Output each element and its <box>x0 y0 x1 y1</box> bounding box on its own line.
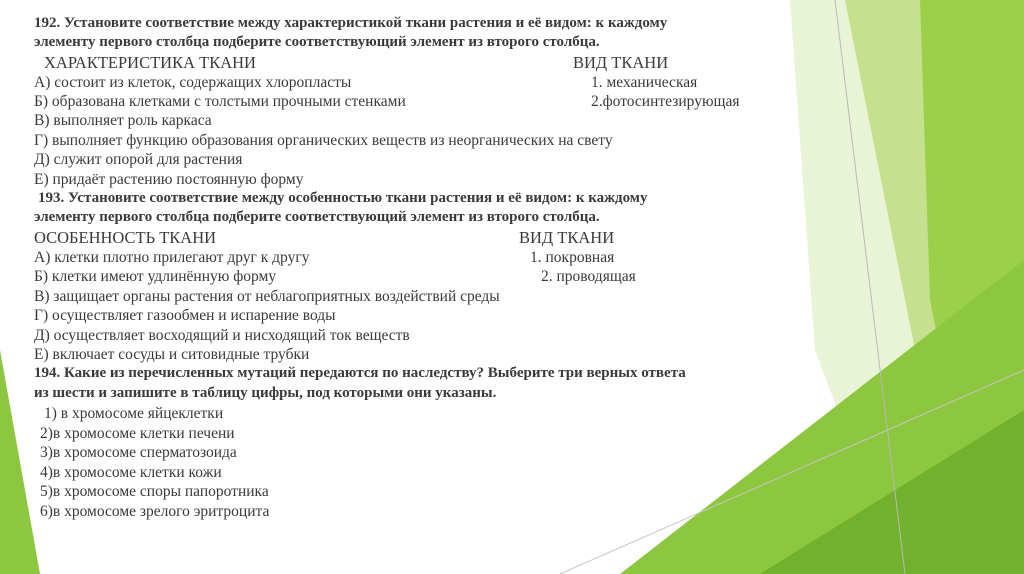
q194-option-1: 1) в хромосоме яйцеклетки <box>44 405 224 422</box>
q192-item-c: В) выполняет роль каркаса <box>34 112 212 129</box>
q194-title-line-2: из шести и запишите в таблицу цифры, под которыми они указаны. <box>34 385 497 401</box>
q192-item-b: Б) образована клетками с толстыми прочными стенками <box>34 93 406 110</box>
q194-option-3: 3)в хромосоме сперматозоида <box>40 444 237 461</box>
q193-item-f: Е) включает сосуды и ситовидные трубки <box>34 346 310 363</box>
q193-option-2: 2. проводящая <box>541 268 636 285</box>
q193-title-line-1: 193. Установите соответствие между особенностью ткани растения и её видом: к каждому <box>38 190 648 206</box>
q194-title-line-1: 194. Какие из перечисленных мутаций передаются по наследству? Выберите три верных ответа <box>34 365 686 381</box>
q192-item-a: А) состоит из клеток, содержащих хлоропласты <box>34 74 352 91</box>
q194-option-2: 2)в хромосоме клетки печени <box>40 425 235 442</box>
q193-column-header-feature: ОСОБЕННОСТЬ ТКАНИ <box>34 228 217 247</box>
q193-item-d: Г) осуществляет газообмен и испарение воды <box>34 307 336 324</box>
q192-title-line-1: 192. Установите соответствие между характеристикой ткани растения и её видом: к каждому <box>34 15 668 31</box>
q192-option-1: 1. механическая <box>591 74 698 91</box>
q193-option-1: 1. покровная <box>530 249 615 266</box>
q194-option-6: 6)в хромосоме зрелого эритроцита <box>40 503 270 520</box>
q192-item-f: Е) придаёт растению постоянную форму <box>34 171 304 188</box>
q193-item-c: В) защищает органы растения от неблагоприятных воздействий среды <box>34 288 500 305</box>
q192-option-2: 2.фотосинтезирующая <box>591 93 740 110</box>
q192-title-line-2: элементу первого столбца подберите соответствующий элемент из второго столбца. <box>34 34 600 50</box>
q193-column-header-tissue-type: ВИД ТКАНИ <box>519 228 615 247</box>
q192-column-header-characteristic: ХАРАКТЕРИСТИКА ТКАНИ <box>44 53 256 72</box>
q193-item-a: А) клетки плотно прилегают друг к другу <box>34 249 310 266</box>
q192-item-e: Д) служит опорой для растения <box>34 151 243 168</box>
q192-column-header-tissue-type: ВИД ТКАНИ <box>573 53 669 72</box>
q193-item-b: Б) клетки имеют удлинённую форму <box>34 268 277 285</box>
q193-title-line-2: элементу первого столбца подберите соответствующий элемент из второго столбца. <box>34 209 600 225</box>
q194-option-4: 4)в хромосоме клетки кожи <box>40 464 222 481</box>
q192-item-d: Г) выполняет функцию образования органических веществ из неорганических на свету <box>34 132 613 149</box>
q194-option-5: 5)в хромосоме споры папоротника <box>40 483 269 500</box>
q193-item-e: Д) осуществляет восходящий и нисходящий ток веществ <box>34 327 410 344</box>
